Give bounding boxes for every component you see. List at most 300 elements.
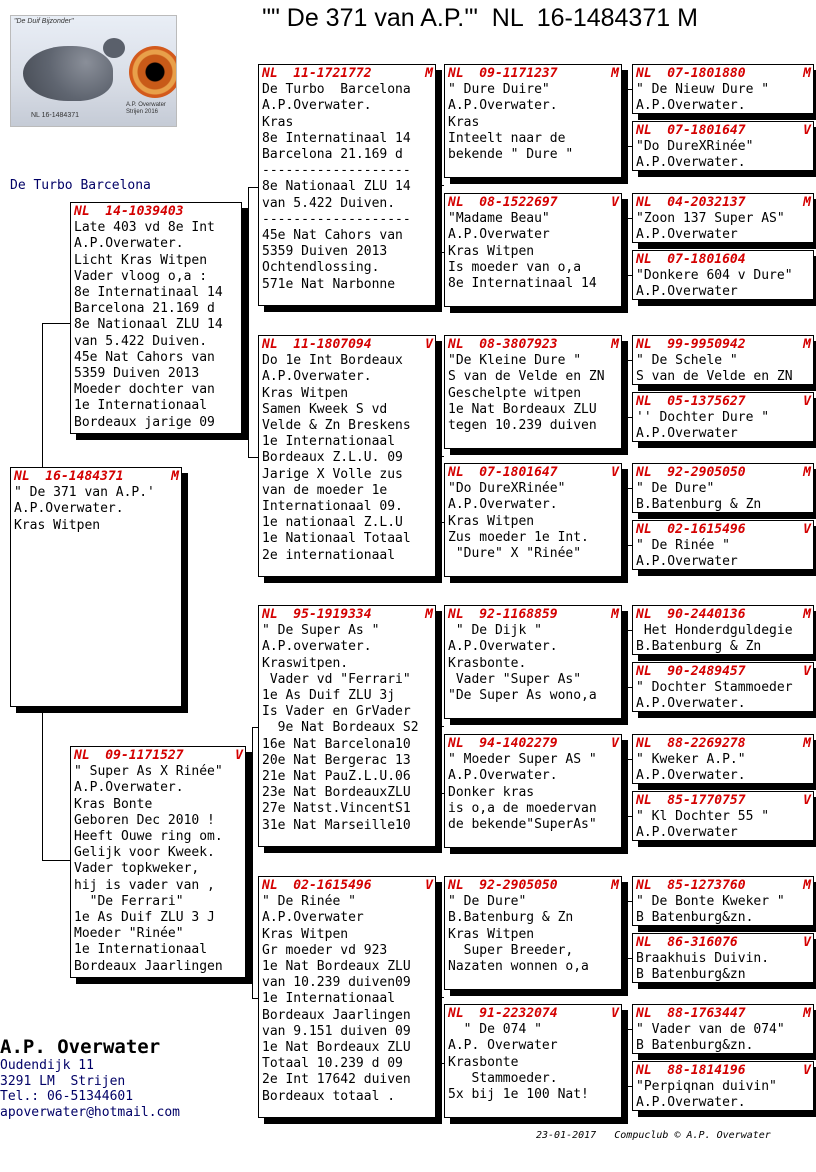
ring-id: NL 14-1039403 — [74, 204, 184, 219]
sex-marker: V — [803, 123, 811, 138]
ring-id: NL 02-1615496 — [636, 522, 746, 537]
sex-marker: M — [803, 465, 811, 480]
pedigree-line: S van de Velde en ZN — [448, 369, 605, 385]
pedigree-line: " Dure Duire" — [448, 82, 550, 98]
ring-number — [448, 195, 619, 211]
pedigree-line: ------------------- — [262, 163, 411, 179]
pedigree-line: A.P.Overwater. — [74, 780, 184, 796]
pedigree-line: 8e Internatinaal 14 — [262, 130, 411, 146]
pedigree-line: Kras — [448, 114, 480, 130]
sex-marker: M — [803, 195, 811, 210]
pedigree-line: Krasbonte. — [448, 655, 527, 671]
pedigree-line: 9e Nat Bordeaux S2 — [262, 720, 419, 736]
subject-card — [10, 467, 182, 707]
sex-marker: V — [425, 337, 433, 352]
great-grandparent-card — [444, 605, 622, 719]
ring-id: NL 08-1522697 — [448, 195, 558, 210]
ring-number — [636, 337, 811, 353]
sire-nickname: De Turbo Barcelona — [10, 178, 151, 193]
ring-id: NL 92-2905050 — [636, 465, 746, 480]
pedigree-line: Geboren Dec 2010 ! — [74, 812, 215, 828]
connector-line — [627, 630, 628, 687]
ring-number — [74, 204, 239, 220]
sex-marker: V — [803, 935, 811, 950]
pedigree-line: A.P.Overwater. — [448, 98, 558, 114]
connector-line — [440, 185, 444, 186]
pedigree-line: "Do DureXRinée" — [448, 481, 566, 497]
connector-line — [440, 726, 444, 727]
pedigree-line: Kras Bonte — [74, 796, 153, 812]
grandparent-card — [258, 605, 436, 847]
great-great-grandparent-card — [632, 933, 814, 983]
sex-marker: V — [803, 793, 811, 808]
sex-marker: M — [611, 66, 619, 81]
ring-id: NL 88-1814196 — [636, 1063, 746, 1078]
ring-number — [448, 736, 619, 752]
pedigree-line: Kras — [262, 114, 294, 130]
pedigree-line: Late 403 vd 8e Int — [74, 220, 215, 236]
pedigree-line: Vader topkweker, — [74, 861, 200, 877]
photo-caption: "De Duif Bijzonder" — [14, 18, 74, 25]
sex-marker: V — [803, 394, 811, 409]
great-great-grandparent-card — [632, 662, 814, 712]
ring-id: NL 99-9950942 — [636, 337, 746, 352]
sex-marker: M — [171, 469, 179, 484]
pedigree-line: " De 074 " — [448, 1022, 542, 1038]
ring-id: NL 94-1402279 — [448, 736, 558, 751]
pedigree-line: A.P.Overwater. — [636, 768, 746, 784]
pedigree-line: 8e Internatinaal 14 — [448, 276, 597, 292]
photo-caption-owner: A.P. Overwater Strijen 2016 — [126, 102, 166, 115]
ring-id: NL 07-1801604 — [636, 252, 746, 267]
pedigree-line: 2e internationaal — [262, 547, 396, 563]
ring-number — [636, 736, 811, 752]
pedigree-line: "Donkere 604 v Dure" — [636, 268, 793, 284]
pedigree-line: A.P.Overwater — [448, 227, 550, 243]
pedigree-line: Heeft Ouwe ring om. — [74, 829, 223, 845]
pedigree-line: A.P.Overwater. — [14, 501, 124, 517]
pedigree-line: Samen Kweek S vd — [262, 401, 388, 417]
ring-id: NL 91-2232074 — [448, 1006, 558, 1021]
pedigree-line: 16e Nat Barcelona10 — [262, 736, 411, 752]
ring-number — [636, 1063, 811, 1079]
pedigree-line: 5359 Duiven 2013 — [74, 366, 200, 382]
pedigree-line: Moeder dochter van — [74, 382, 215, 398]
sex-marker: M — [803, 66, 811, 81]
ring-number — [636, 664, 811, 680]
pedigree-line: S van de Velde en ZN — [636, 369, 793, 385]
ring-id: NL 11-1721772 — [262, 66, 372, 81]
pedigree-line: 20e Nat Bergerac 13 — [262, 752, 411, 768]
sex-marker: M — [611, 878, 619, 893]
pedigree-line: B Batenburg&zn. — [636, 1038, 754, 1054]
pedigree-line: Kras Witpen — [262, 385, 349, 401]
pedigree-line: Vader "Super As" — [448, 671, 582, 687]
sex-marker: M — [611, 337, 619, 352]
pedigree-line: Vader vloog o,a : — [74, 268, 208, 284]
pedigree-line: "Do DureXRinée" — [636, 139, 754, 155]
pedigree-line: " De Dure" — [636, 481, 715, 497]
pedigree-line: A.P.Overwater — [636, 426, 738, 442]
pedigree-line: Zus moeder 1e Int. — [448, 529, 589, 545]
sex-marker: V — [611, 195, 619, 210]
sex-marker: M — [803, 1006, 811, 1021]
pedigree-line: A.P.Overwater — [262, 910, 364, 926]
pedigree-line: "De Super As wono,a — [448, 688, 597, 704]
pedigree-line: Donker kras — [448, 784, 535, 800]
pedigree-line: Velde & Zn Breskens — [262, 418, 411, 434]
owner-email: apoverwater@hotmail.com — [0, 1104, 181, 1120]
footer-credit: 23-01-2017 Compuclub © A.P. Overwater — [536, 1130, 771, 1141]
connector-line — [248, 187, 249, 457]
great-great-grandparent-card — [632, 1061, 814, 1111]
pedigree-line: " Super As X Rinée" — [74, 764, 223, 780]
photo-ring-label: NL 16-1484371 — [31, 112, 80, 119]
pedigree-line: 21e Nat PauZ.L.U.06 — [262, 769, 411, 785]
pedigree-line: Bordeaux jarige 09 — [74, 414, 215, 430]
pedigree-line: B.Batenburg & Zn — [636, 497, 762, 513]
ring-number — [448, 1006, 619, 1022]
ring-number — [448, 607, 619, 623]
pedigree-line: A.P.Overwater — [636, 825, 738, 841]
sex-marker: M — [611, 607, 619, 622]
connector-line — [627, 360, 628, 417]
pedigree-line: ------------------- — [262, 211, 411, 227]
pedigree-line: A.P.Overwater — [636, 227, 738, 243]
ring-number — [636, 793, 811, 809]
pedigree-line: " Kl Dochter 55 " — [636, 809, 770, 825]
pedigree-line: 31e Nat Marseille10 — [262, 817, 411, 833]
ring-id: NL 92-2905050 — [448, 878, 558, 893]
pigeon-eye-icon — [129, 46, 177, 98]
great-great-grandparent-card — [632, 121, 814, 171]
connector-line — [248, 187, 258, 188]
ring-number — [14, 469, 179, 485]
pedigree-line: 1e Internationaal — [262, 991, 396, 1007]
pedigree-line: A.P. Overwater — [448, 1038, 558, 1054]
ring-number — [636, 123, 811, 139]
pedigree-line: "De Kleine Dure " — [448, 353, 582, 369]
pedigree-line: 8e Nationaal ZLU 14 — [262, 179, 411, 195]
pedigree-line: Kras Witpen — [14, 517, 101, 533]
great-grandparent-card — [444, 463, 622, 577]
pedigree-line: A.P.Overwater. — [636, 696, 746, 712]
great-great-grandparent-card — [632, 193, 814, 243]
pedigree-line: van 5.422 Duiven. — [262, 195, 396, 211]
pedigree-line: " De Dijk " — [448, 623, 542, 639]
pedigree-line: Ochtendlossing. — [262, 260, 380, 276]
connector-line — [627, 218, 628, 275]
ring-number — [636, 878, 811, 894]
ring-id: NL 07-1801647 — [636, 123, 746, 138]
connector-line — [440, 726, 441, 793]
pedigree-line: A.P.Overwater. — [262, 369, 372, 385]
pedigree-line: Moeder "Rinée" — [74, 926, 184, 942]
pedigree-line: 1e Nat Bordeaux ZLU — [262, 959, 411, 975]
pedigree-line: de bekende"SuperAs" — [448, 817, 597, 833]
pedigree-line: Do 1e Int Bordeaux — [262, 353, 403, 369]
great-great-grandparent-card — [632, 64, 814, 114]
owner-block — [0, 1036, 180, 1120]
sex-marker: M — [425, 66, 433, 81]
ring-number — [262, 607, 433, 623]
pedigree-line: Inteelt naar de — [448, 130, 566, 146]
pedigree-line: "Madame Beau" — [448, 211, 550, 227]
ring-number — [636, 252, 811, 268]
connector-line — [440, 456, 441, 522]
grandparent-card — [258, 335, 436, 577]
pedigree-line: A.P.Overwater — [636, 554, 738, 570]
pedigree-line: "Dure" X "Rinée" — [448, 546, 582, 562]
pedigree-line: B Batenburg&zn. — [636, 910, 754, 926]
sex-marker: M — [803, 607, 811, 622]
pedigree-line: 8e Internatinaal 14 — [74, 285, 223, 301]
sex-marker: V — [425, 878, 433, 893]
pedigree-line: Nazaten wonnen o,a — [448, 959, 589, 975]
pedigree-line: B Batenburg&zn — [636, 967, 746, 983]
connector-line — [627, 1029, 628, 1086]
pedigree-line: Het Honderdguldegie — [636, 623, 793, 639]
page-title: "" De 371 van A.P.'" NL 16-1484371 M — [262, 4, 698, 32]
dam-card — [70, 746, 246, 978]
sex-marker: M — [803, 736, 811, 751]
sex-marker: M — [425, 607, 433, 622]
pedigree-line: Internationaal 09. — [262, 499, 403, 515]
great-great-grandparent-card — [632, 1004, 814, 1054]
pedigree-line: " Vader van de 074" — [636, 1022, 785, 1038]
pedigree-line: 45e Nat Cahors van — [74, 349, 215, 365]
pedigree-line: van 10.239 duiven09 — [262, 975, 411, 991]
connector-line — [627, 901, 628, 958]
pedigree-line: Licht Kras Witpen — [74, 252, 208, 268]
pedigree-line: Kras Witpen — [262, 926, 349, 942]
sex-marker: M — [803, 337, 811, 352]
pedigree-line: A.P.overwater. — [262, 639, 372, 655]
pedigree-line: Kras Witpen — [448, 513, 535, 529]
pedigree-line: A.P.Overwater — [636, 284, 738, 300]
pigeon-body-icon — [23, 46, 113, 101]
sex-marker: V — [611, 465, 619, 480]
pedigree-line: Bordeaux Jaarlingen — [74, 958, 223, 974]
pedigree-line: Is Vader en GrVader — [262, 704, 411, 720]
pedigree-line: van 9.151 duiven 09 — [262, 1023, 411, 1039]
ring-id: NL 02-1615496 — [262, 878, 372, 893]
ring-id: NL 85-1770757 — [636, 793, 746, 808]
great-great-grandparent-card — [632, 335, 814, 385]
pedigree-line: Totaal 10.239 d 09 — [262, 1056, 403, 1072]
great-grandparent-card — [444, 1004, 622, 1118]
connector-line — [627, 488, 628, 545]
pedigree-line: 1e Internationaal — [262, 434, 396, 450]
great-great-grandparent-card — [632, 734, 814, 784]
pigeon-photo — [10, 15, 177, 127]
ring-number — [636, 1006, 811, 1022]
ring-number — [448, 878, 619, 894]
ring-id: NL 92-1168859 — [448, 607, 558, 622]
pedigree-line: Is moeder van o,a — [448, 259, 582, 275]
pedigree-line: " Dochter Stammoeder — [636, 680, 793, 696]
connector-line — [252, 727, 253, 998]
pedigree-line: Vader vd "Ferrari" — [262, 671, 411, 687]
pedigree-line: Braakhuis Duivin. — [636, 951, 770, 967]
ring-number — [262, 878, 433, 894]
ring-number — [448, 337, 619, 353]
great-grandparent-card — [444, 335, 622, 449]
connector-line — [440, 997, 441, 1063]
pedigree-line: " De Schele " — [636, 353, 738, 369]
ring-number — [636, 607, 811, 623]
pedigree-line: A.P.Overwater. — [448, 639, 558, 655]
ring-number — [636, 394, 811, 410]
connector-line — [42, 323, 43, 467]
pedigree-line: tegen 10.239 duiven — [448, 418, 597, 434]
owner-phone: Tel.: 06-51344601 — [0, 1089, 134, 1104]
great-grandparent-card — [444, 64, 622, 178]
pedigree-line: 1e nationaal Z.L.U — [262, 515, 403, 531]
ring-id: NL 88-2269278 — [636, 736, 746, 751]
connector-line — [42, 323, 70, 324]
ring-id: NL 07-1801880 — [636, 66, 746, 81]
pedigree-line: van 5.422 Duiven. — [74, 333, 208, 349]
great-great-grandparent-card — [632, 791, 814, 841]
sex-marker: V — [803, 664, 811, 679]
connector-line — [440, 456, 444, 457]
ring-number — [74, 748, 243, 764]
pedigree-line: "Zoon 137 Super AS" — [636, 211, 785, 227]
pedigree-line: 5359 Duiven 2013 — [262, 244, 388, 260]
pedigree-line: Barcelona 21.169 d — [262, 147, 403, 163]
connector-line — [248, 457, 258, 458]
great-great-grandparent-card — [632, 876, 814, 926]
pedigree-line: 1e Nat Bordeaux ZLU — [448, 401, 597, 417]
pedigree-line: " De Bonte Kweker " — [636, 894, 785, 910]
owner-street: Oudendijk 11 — [0, 1058, 94, 1073]
sex-marker: V — [803, 522, 811, 537]
pedigree-line: De Turbo Barcelona — [262, 82, 411, 98]
pedigree-line: 1e Internationaal — [74, 398, 208, 414]
owner-city: 3291 LM Strijen — [0, 1073, 126, 1089]
sex-marker: V — [803, 1063, 811, 1078]
ring-id: NL 07-1801647 — [448, 465, 558, 480]
pedigree-line: is o,a de moedervan — [448, 800, 597, 816]
ring-number — [636, 935, 811, 951]
ring-number — [636, 465, 811, 481]
pigeon-head-icon — [103, 38, 125, 58]
ring-id: NL 09-1171527 — [74, 748, 184, 763]
ring-id: NL 04-2032137 — [636, 195, 746, 210]
grandparent-card — [258, 876, 436, 1118]
pedigree-line: 8e Nationaal ZLU 14 — [74, 317, 223, 333]
pedigree-line: " De 371 van A.P.' — [14, 485, 155, 501]
pedigree-line: A.P.Overwater. — [636, 1095, 746, 1111]
pedigree-line: " De Nieuw Dure " — [636, 82, 770, 98]
pedigree-line: 45e Nat Cahors van — [262, 228, 403, 244]
pedigree-line: Bordeaux Jaarlingen — [262, 1007, 411, 1023]
ring-number — [262, 337, 433, 353]
great-grandparent-card — [444, 734, 622, 848]
ring-id: NL 16-1484371 — [14, 469, 124, 484]
ring-id: NL 90-2440136 — [636, 607, 746, 622]
pedigree-line: Stammoeder. — [448, 1070, 558, 1086]
ring-id: NL 11-1807094 — [262, 337, 372, 352]
owner-name: A.P. Overwater — [0, 1036, 161, 1058]
pedigree-line: B.Batenburg & Zn — [636, 639, 762, 655]
pedigree-line: hij is vader van , — [74, 877, 215, 893]
ring-id: NL 85-1273760 — [636, 878, 746, 893]
pedigree-line: Kras Witpen — [448, 926, 535, 942]
pedigree-line: "Perpiqnan duivin" — [636, 1079, 777, 1095]
pedigree-line: " Moeder Super AS " — [448, 752, 597, 768]
great-great-grandparent-card — [632, 520, 814, 570]
pedigree-line: "De Ferrari" — [74, 893, 184, 909]
pedigree-line: 571e Nat Narbonne — [262, 276, 396, 292]
ring-number — [262, 66, 433, 82]
connector-line — [627, 759, 628, 816]
pedigree-line: Super Breeder, — [448, 942, 574, 958]
pedigree-line: 2e Int 17642 duiven — [262, 1072, 411, 1088]
ring-id: NL 86-316076 — [636, 935, 738, 950]
pedigree-line: van de moeder 1e — [262, 482, 388, 498]
pedigree-line: 5x bij 1e 100 Nat! — [448, 1087, 589, 1103]
pedigree-line: 1e Internationaal — [74, 942, 208, 958]
ring-id: NL 95-1919334 — [262, 607, 372, 622]
ring-id: NL 88-1763447 — [636, 1006, 746, 1021]
ring-id: NL 90-2489457 — [636, 664, 746, 679]
ring-number — [636, 195, 811, 211]
pedigree-line: " De Rinée " — [636, 538, 730, 554]
pedigree-line: Gr moeder vd 923 — [262, 942, 388, 958]
ring-id: NL 05-1375627 — [636, 394, 746, 409]
sex-marker: M — [803, 878, 811, 893]
pedigree-line: B.Batenburg & Zn — [448, 910, 574, 926]
connector-line — [440, 185, 441, 252]
sex-marker: V — [235, 748, 243, 763]
pedigree-line: A.P.Overwater. — [448, 497, 558, 513]
pedigree-line: bekende " Dure " — [448, 147, 574, 163]
connector-line — [42, 713, 43, 860]
pedigree-line: A.P.Overwater. — [636, 98, 746, 114]
pedigree-line: A.P.Overwater. — [262, 98, 372, 114]
pedigree-line: Bordeaux Z.L.U. 09 — [262, 450, 403, 466]
pedigree-line: '' Dochter Dure " — [636, 410, 770, 426]
pedigree-line: 23e Nat BordeauxZLU — [262, 785, 411, 801]
pedigree-line: 1e As Duif ZLU 3 J — [74, 910, 215, 926]
ring-number — [636, 66, 811, 82]
pedigree-line: " De Super As " — [262, 623, 380, 639]
sex-marker: V — [611, 736, 619, 751]
great-great-grandparent-card — [632, 463, 814, 513]
great-grandparent-card — [444, 876, 622, 990]
pedigree-line: Jarige X Volle zus — [262, 466, 403, 482]
ring-id: NL 08-3807923 — [448, 337, 558, 352]
pedigree-line: 27e Natst.VincentS1 — [262, 801, 411, 817]
pedigree-line: 1e Nat Bordeaux ZLU — [262, 1040, 411, 1056]
great-great-grandparent-card — [632, 392, 814, 442]
ring-number — [448, 66, 619, 82]
grandparent-card — [258, 64, 436, 306]
pedigree-line: Geschelpte witpen — [448, 385, 582, 401]
ring-number — [636, 522, 811, 538]
pedigree-line: Kraswitpen. — [262, 655, 349, 671]
pedigree-line: " Kweker A.P." — [636, 752, 746, 768]
pedigree-line: A.P.Overwater. — [74, 236, 184, 252]
pedigree-line: 1e As Duif ZLU 3j — [262, 688, 396, 704]
sire-card — [70, 202, 242, 434]
great-grandparent-card — [444, 193, 622, 307]
connector-line — [627, 89, 628, 146]
ring-number — [448, 465, 619, 481]
connector-line — [440, 997, 444, 998]
